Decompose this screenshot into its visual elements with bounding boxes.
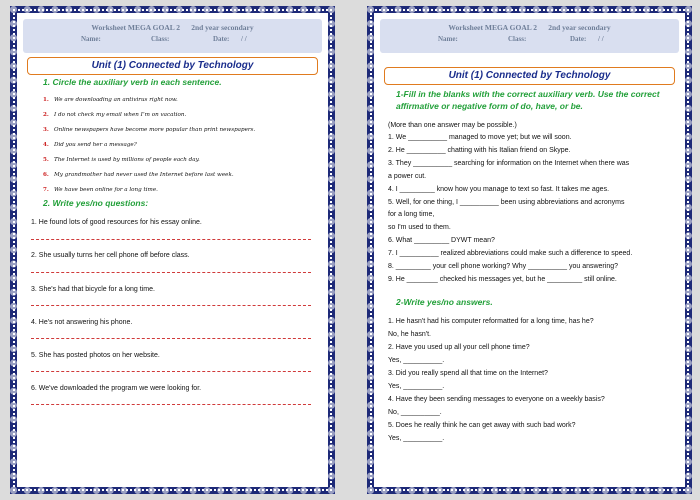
name-label: Name: <box>81 35 101 43</box>
section-questions-heading: 2. Write yes/no questions: <box>43 198 149 208</box>
circle-item: 6. My grandmother had never used the Internet before last week. <box>43 172 234 178</box>
unit-title: Unit (1) Connected by Technology <box>27 57 318 75</box>
worksheet-title: Worksheet MEGA GOAL 2 <box>91 23 180 32</box>
answer-line[interactable] <box>31 338 311 339</box>
fill-line: 7. I __________ realized abbreviations could make such a difference to speed. <box>388 250 633 257</box>
answer-item: 3. Did you really spend all that time on the Internet? <box>388 370 548 377</box>
worksheet-title: Worksheet MEGA GOAL 2 <box>448 23 537 32</box>
fill-line: 5. Well, for one thing, I __________ been using abbreviations and acronyms <box>388 199 625 206</box>
date-slashes: / / <box>598 35 604 43</box>
answer-line[interactable] <box>31 404 311 405</box>
right-worksheet-page <box>367 6 692 494</box>
circle-item: 5. The Internet is used by millions of people each day. <box>43 157 200 163</box>
instruction-note: (More than one answer may be possible.) <box>388 122 517 129</box>
answer-item: 1. He hasn't had his computer reformatted for a long time, has he? <box>388 318 594 325</box>
question-prompt: 4. He's not answering his phone. <box>31 319 133 326</box>
circle-item: 4. Did you send her a message? <box>43 142 137 148</box>
answer-line[interactable] <box>31 371 311 372</box>
answer-item: No, he hasn't. <box>388 331 431 338</box>
fill-line: 2. He __________ chatting with his Italian friend on Skype. <box>388 147 571 154</box>
class-label: Class: <box>508 35 527 43</box>
section-answers-heading: 2-Write yes/no answers. <box>396 297 493 307</box>
answer-item: 4. Have they been sending messages to everyone on a weekly basis? <box>388 396 605 403</box>
question-prompt: 2. She usually turns her cell phone off before class. <box>31 252 190 259</box>
fill-line: 8. _________ your cell phone working? Why __________ you answering? <box>388 263 618 270</box>
answer-line[interactable] <box>31 305 311 306</box>
school-year: 2nd year secondary <box>548 23 611 32</box>
fill-line: 3. They __________ searching for information on the Internet when there was <box>388 160 630 167</box>
question-prompt: 1. He found lots of good resources for his essay online. <box>31 219 202 226</box>
section-fill-heading-line2: affirmative or negative form of do, have, or be. <box>396 101 583 111</box>
section-circle-heading: 1. Circle the auxiliary verb in each sentence. <box>43 77 222 87</box>
circle-item: 1. We are downloading an antivirus right now. <box>43 97 178 103</box>
answer-item: 5. Does he really think he can get away with such bad work? <box>388 422 576 429</box>
fill-line: a power cut. <box>388 173 427 180</box>
question-prompt: 5. She has posted photos on her website. <box>31 352 160 359</box>
circle-item: 3. Online newspapers have become more popular than print newspapers. <box>43 127 256 133</box>
date-slashes: / / <box>241 35 247 43</box>
school-year: 2nd year secondary <box>191 23 254 32</box>
section-fill-heading-line1: 1-Fill in the blanks with the correct auxiliary verb. Use the correct <box>396 89 660 99</box>
answer-item: Yes, __________. <box>388 435 445 442</box>
answer-item: Yes, __________. <box>388 357 445 364</box>
name-label: Name: <box>438 35 458 43</box>
fill-line: 9. He ________ checked his messages yet, but he _________ still online. <box>388 276 617 283</box>
answer-item: 2. Have you used up all your cell phone time? <box>388 344 530 351</box>
question-prompt: 3. She's had that bicycle for a long time. <box>31 286 155 293</box>
circle-item: 2. I do not check my email when I’m on vacation. <box>43 112 187 118</box>
fill-line: so I'm used to them. <box>388 224 451 231</box>
answer-line[interactable] <box>31 239 311 240</box>
circle-item: 7. We have been online for a long time. <box>43 187 158 193</box>
class-label: Class: <box>151 35 170 43</box>
question-prompt: 6. We've downloaded the program we were looking for. <box>31 385 202 392</box>
date-label: Date: <box>213 35 230 43</box>
fill-line: 4. I _________ know how you manage to text so fast. It takes me ages. <box>388 186 610 193</box>
fill-line: for a long time, <box>388 211 435 218</box>
fill-line: 1. We __________ managed to move yet; but we will soon. <box>388 134 572 141</box>
page-header <box>380 19 679 53</box>
left-worksheet-page <box>10 6 335 494</box>
unit-title: Unit (1) Connected by Technology <box>384 67 675 85</box>
date-label: Date: <box>570 35 587 43</box>
page-header <box>23 19 322 53</box>
fill-line: 6. What _________ DYWT mean? <box>388 237 495 244</box>
answer-item: No, __________. <box>388 409 442 416</box>
answer-line[interactable] <box>31 272 311 273</box>
answer-item: Yes, __________. <box>388 383 445 390</box>
